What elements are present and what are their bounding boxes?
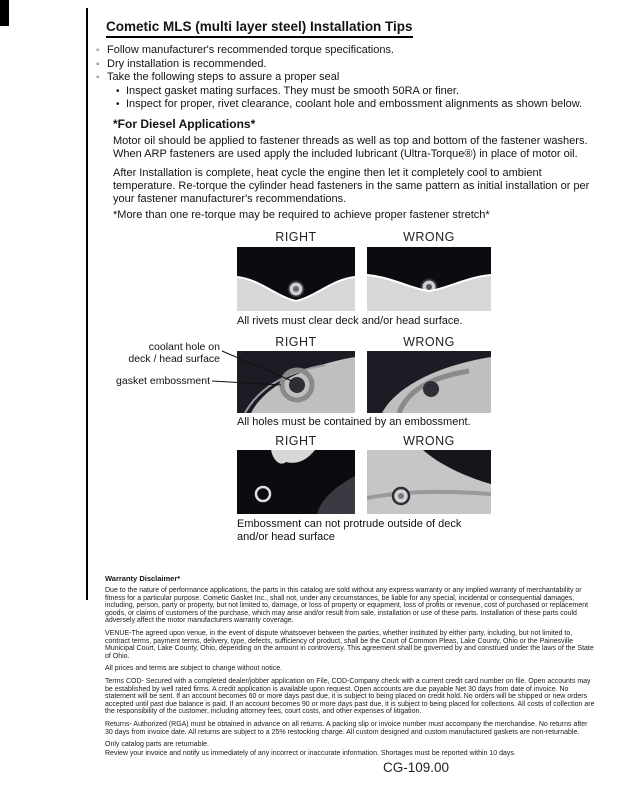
warranty-disclaimer xyxy=(105,574,595,762)
page-number: CG-109.00 xyxy=(383,760,450,775)
diagram-protrude-right xyxy=(237,450,355,514)
diagram-embossment-right xyxy=(237,351,355,413)
tip-sub-item xyxy=(116,98,586,112)
diagram-caption-rivets: All rivets must clear deck and/or head surface. xyxy=(237,315,463,327)
diagram-protrude-wrong xyxy=(367,450,491,514)
right-column-label: RIGHT xyxy=(275,335,317,349)
right-column-label: RIGHT xyxy=(275,230,317,244)
warranty-paragraph: Terms COD- Secured with a completed dealer/jobber application on File, COD-Company check with a current credit card number on file. Open accounts may be established by well rated firms. A credit application is available upon request. Open accounts are due payable Net 30 days from date of invoice. No statement will be sent. If an account becomes 60 or more days past due, it is subject to being placed on credit hold. No orders will be shipped or new orders accepted until past due balance is paid. If an account becomes 90 or more days past due, it is subject to being placed for collections. All costs of collection are the responsibility of the customer, including attorney fees, court costs, and other expenses of litigation. xyxy=(105,677,595,716)
bullet-icon: • xyxy=(116,85,120,97)
warranty-heading: Warranty Disclaimer* xyxy=(105,574,181,583)
diesel-paragraph-2: After Installation is complete, heat cycle the engine then let it completely cool to ambient temperature. Re-torque the cylinder head fasteners in the same pattern as initial installation or per your fastener manufacturer's recommendations. xyxy=(113,167,590,205)
diagram-embossment-wrong xyxy=(367,351,491,413)
diagram-rivet-wrong xyxy=(367,247,491,311)
tip-text: Inspect gasket mating surfaces. They must be smooth 50RA or finer. xyxy=(126,84,460,97)
bullet-icon: ◦ xyxy=(96,58,100,70)
tip-text: Dry installation is recommended. xyxy=(107,57,267,70)
warranty-paragraph: All prices and terms are subject to change without notice. xyxy=(105,665,283,673)
tip-text: Follow manufacturer's recommended torque specifications. xyxy=(107,44,395,56)
diesel-paragraph-1: Motor oil should be applied to fastener threads as well as top and bottom of the fastener washers. When ARP fasteners are used apply the included lubricant (Ultra-Torque®) in place of motor oil. xyxy=(113,135,588,160)
diesel-applications-heading: *For Diesel Applications* xyxy=(113,117,256,131)
wrong-column-label: WRONG xyxy=(403,230,455,244)
diagram-caption-protrude: Embossment can not protrude outside of deck and/or head surface xyxy=(237,518,462,543)
rivet-touching-illustration xyxy=(367,247,491,311)
hole-outside-embossment-illustration xyxy=(367,351,491,413)
right-column-label: RIGHT xyxy=(275,434,317,448)
gasket-embossment-label: gasket embossment xyxy=(116,375,210,387)
bullet-icon: ◦ xyxy=(96,45,100,56)
warranty-paragraph: Due to the nature of performance applications, the parts in this catalog are sold without any express warranty or any implied warranty of merchantability or fitness for a particular purpose. Cometic Gasket Inc., shall not, under any circumstances, be liable for any special, incidental or consequential damages, including, person, party or property, but not limited to, damage, or loss of property or equipment, loss of profits or revenue, cost of purchased or replacement goods, or claims of customers of the purchase, which may arise and/or result from sale, installation or use of these parts. Installation of these parts could adversely affect the motor manufacturers warranty coverage. xyxy=(105,587,589,625)
wrong-column-label: WRONG xyxy=(403,434,455,448)
warranty-paragraph: Only catalog parts are returnable. xyxy=(105,741,209,749)
hole-inside-embossment-illustration xyxy=(237,351,355,413)
tip-item xyxy=(96,71,586,85)
diagram-section xyxy=(0,228,618,558)
embossment-protruding-illustration xyxy=(367,450,491,514)
rivet-clear-illustration xyxy=(237,247,355,311)
coolant-hole-label: coolant hole on deck / head surface xyxy=(128,341,220,365)
wrong-column-label: WRONG xyxy=(403,335,455,349)
bullet-icon: ◦ xyxy=(96,72,100,83)
tip-sub-list xyxy=(116,85,586,112)
warranty-paragraph: Review your invoice and notify us immediately of any incorrect or inaccurate information. Shortages must be reported within 10 days. xyxy=(105,749,516,757)
diagram-rivet-right xyxy=(237,247,355,311)
tip-sub-item xyxy=(116,85,586,99)
print-registration-mark xyxy=(0,0,9,26)
diagram-caption-holes: All holes must be contained by an embossment. xyxy=(237,416,471,428)
bullet-icon: • xyxy=(116,99,120,110)
page-title xyxy=(106,19,413,34)
tip-text: Inspect for proper, rivet clearance, coolant hole and embossment alignments as shown below. xyxy=(126,98,583,110)
tip-text: Take the following steps to assure a proper seal xyxy=(107,71,340,83)
tip-item xyxy=(96,44,586,58)
installation-tips-list xyxy=(96,44,586,112)
embossment-inside-deck-illustration xyxy=(237,450,355,514)
warranty-paragraph: Returns- Authorized (RGA) must be obtained in advance on all returns. A packing slip or invoice number must accompany the merchandise. No returns after 30 days from invoice date. All returns are subject to a 25% restocking charge. All custom designed and custom manufactured gaskets are non-returnable. xyxy=(105,720,588,736)
warranty-paragraph: VENUE-The agreed upon venue, in the event of dispute whatsoever between the parties, whether instituted by either party, including, but not limited to, contract terms, payment terms, delivery, type, defects, sufficiency of product, shall be the Court of Common Pleas, Lake County, Ohio or the Painesville Municipal Court, Lake County, Ohio, depending on the amount in controversy. This agreement shall be governed by and construed under the laws of the State of Ohio. xyxy=(105,629,594,660)
page-title-text: Cometic MLS (multi layer steel) Installation Tips xyxy=(106,19,413,38)
tip-item xyxy=(96,58,586,72)
retorque-note: *More than one re-torque may be required to achieve proper fastener stretch* xyxy=(113,209,490,221)
